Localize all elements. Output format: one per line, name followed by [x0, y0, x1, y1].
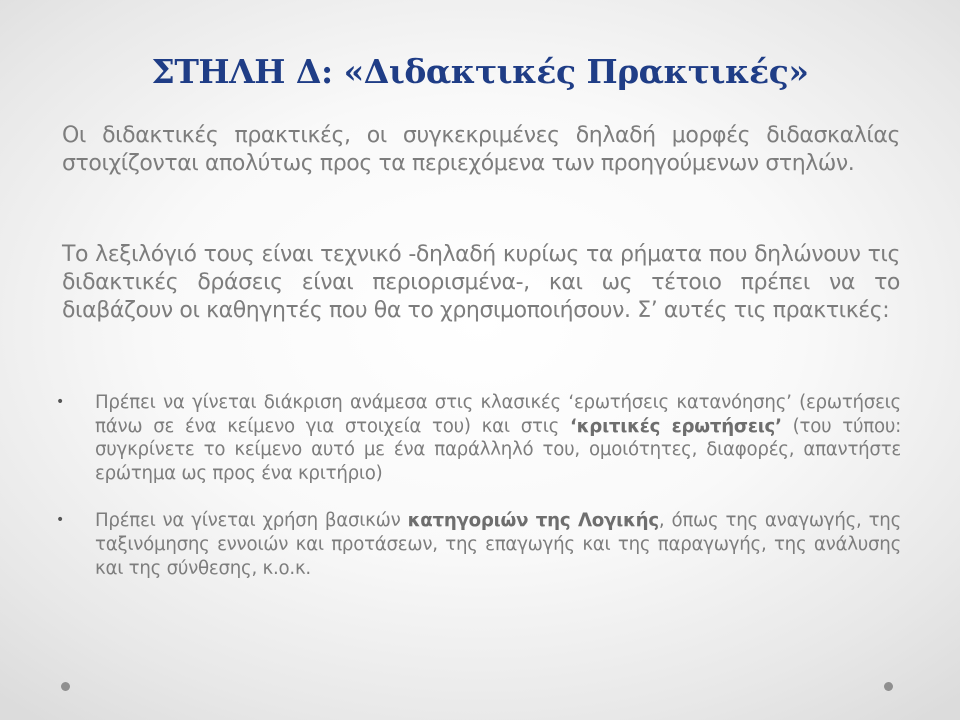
- bullet-icon: •: [56, 394, 65, 410]
- bullet-text-start: Πρέπει να γίνεται διάκριση ανάμεσα στις κλασικές ‘ερωτήσεις κατανόησης’ (ερωτήσεις πάνω σε ένα κείμενο για στοιχεία του) και στις: [95, 392, 901, 437]
- decorative-dot-left-icon: [61, 682, 70, 691]
- practices-bullet-list: [56, 391, 901, 580]
- intro-paragraph: Οι διδακτικές πρακτικές, οι συγκεκριμένες δηλαδή μορφές διδασκαλίας στοιχίζονται απολύτως προς τα περιεχόμενα των προηγούμενων στηλών.: [62, 123, 900, 176]
- bullet-bold-term: κατηγοριών της Λογικής: [407, 510, 659, 532]
- bullet-item-logic: [56, 509, 901, 580]
- bullet-text-start: Πρέπει να γίνεται χρήση βασικών: [95, 510, 408, 532]
- decorative-dot-right-icon: [884, 682, 893, 691]
- bullet-text-end: (του τύπου: συγκρίνετε το κείμενο αυτό με ένα παράλληλό του, ομοιότητες, διαφορές, απαντήστε ερώτημα ως προς ένα κριτήριο): [95, 415, 901, 484]
- bullet-bold-term: ‘κριτικές ερωτήσεις’: [569, 415, 782, 437]
- bullet-item-questions: [56, 391, 901, 485]
- slide-title: ΣΤΗΛΗ Δ: «Διδακτικές Πρακτικές»: [151, 52, 809, 91]
- bullet-text-end: , όπως της αναγωγής, της ταξινόμησης εννοιών και προτάσεων, της επαγωγής και της παραγωγής, της ανάλυσης και της σύνθεσης, κ.ο.κ.: [95, 510, 901, 579]
- vocabulary-paragraph: Το λεξιλόγιό τους είναι τεχνικό -δηλαδή κυρίως τα ρήματα που δηλώνουν τις διδακτικές δράσεις είναι περιορισμένα-, και ως τέτοιο πρέπει να το διαβάζουν οι καθηγητές που θα το χρησιμοποιήσουν. Σ’ αυτές τις πρακτικές:: [62, 242, 900, 323]
- bullet-icon: •: [56, 512, 65, 529]
